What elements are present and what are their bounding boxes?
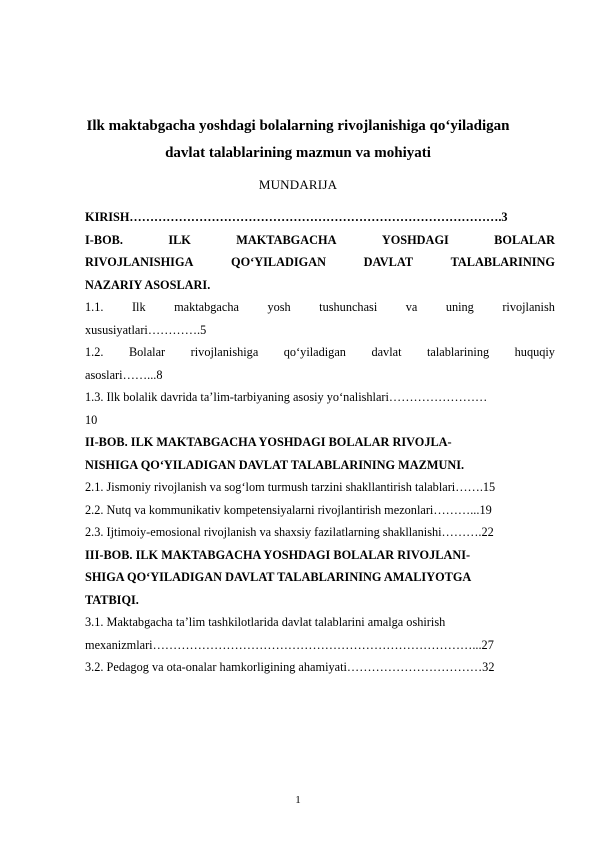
toc-section-1-1-line-1 [85, 296, 555, 319]
toc-chapter-1-line-1 [85, 229, 555, 252]
toc-word: qo‘yiladigan [283, 345, 346, 359]
toc-word: QO‘YILADIGAN [231, 255, 326, 269]
document-title [40, 113, 556, 167]
toc-word: I-BOB. [85, 232, 123, 247]
toc-word: huquqiy [514, 345, 555, 359]
title-line-1: Ilk maktabgacha yoshdagi bolalarning rivojlanishiga qo‘yiladigan [86, 118, 510, 134]
toc-word: YOSHDAGI [381, 232, 449, 247]
toc-word: TALABLARINING [450, 255, 555, 269]
toc-section-1-3-line-2: 10 [85, 412, 98, 427]
toc-word: Ilk [131, 300, 146, 314]
toc-word: RIVOJLANISHIGA [85, 255, 194, 269]
toc-word: BOLALAR [494, 232, 555, 247]
toc-word: rivojlanish [502, 300, 555, 314]
toc-word: talablarining [426, 345, 490, 359]
toc-word: va [405, 300, 418, 314]
toc-word: MAKTABGACHA [236, 232, 337, 247]
toc-chapter-1-line-2 [85, 251, 555, 274]
toc-word: DAVLAT [363, 255, 414, 269]
toc-chapter-2-line-1: II-BOB. ILK MAKTABGACHA YOSHDAGI BOLALAR RIVOJLA- [85, 435, 452, 449]
toc-word: 1.2. [85, 345, 104, 359]
toc-word: maktabgacha [174, 300, 239, 314]
toc-section-2-2: 2.2. Nutq va kommunikativ kompetensiyalarni rivojlantirish mezonlari………...19 [85, 502, 492, 517]
toc-section-2-3: 2.3. Ijtimoiy-emosional rivojlanish va shaxsiy fazilatlarning shakllanishi……….22 [85, 525, 494, 539]
toc-chapter-1-line-3: NAZARIY ASOSLARI. [85, 277, 211, 292]
page-number: 1 [295, 794, 301, 806]
toc-word: rivojlanishiga [190, 345, 259, 359]
toc-word: uning [445, 300, 474, 314]
toc-chapter-3-line-2: SHIGA QO‘YILADIGAN DAVLAT TALABLARINING AMALIYOTGA [85, 570, 472, 584]
toc-chapter-3-line-3: TATBIQI. [85, 592, 139, 607]
toc-section-1-2-line-2: asoslari……...8 [85, 367, 163, 382]
toc-section-1-3-line-1: 1.3. Ilk bolalik davrida ta’lim-tarbiyaning asosiy yo‘nalishlari…………………… [85, 390, 488, 404]
toc-section-3-2: 3.2. Pedagog va ota-onalar hamkorligining ahamiyati……………………………32 [85, 660, 495, 674]
toc-section-2-1: 2.1. Jismoniy rivojlanish va sog‘lom turmush tarzini shakllantirish talablari…….15 [85, 480, 496, 494]
toc-word: tushunchasi [319, 300, 378, 314]
toc-word: Bolalar [128, 345, 166, 359]
toc-chapter-3-line-1: III-BOB. ILK MAKTABGACHA YOSHDAGI BOLALAR RIVOJLANI- [85, 547, 471, 562]
toc-section-3-1-line-2: mexanizmlari……………………………………………………………………...27 [85, 637, 494, 652]
toc-word: yosh [267, 300, 291, 314]
toc-section-3-1-line-1: 3.1. Maktabgacha ta’lim tashkilotlarida davlat talablarini amalga oshirish [85, 615, 446, 629]
toc-word: 1.1. [85, 300, 104, 314]
title-line-2: davlat talablarining mazmun va mohiyati [165, 145, 431, 161]
toc-chapter-2-line-2: NISHIGA QO‘YILADIGAN DAVLAT TALABLARINING MAZMUNI. [85, 457, 465, 472]
toc-word: ILK [168, 232, 191, 247]
toc-heading: MUNDARIJA [258, 177, 338, 192]
toc-section-1-1-line-2: xususiyatlari………….5 [85, 322, 207, 337]
table-of-contents [85, 206, 555, 679]
toc-section-1-2-line-1 [85, 341, 555, 364]
toc-entry-intro: KIRISH……………………………………………………………………………….3 [85, 210, 508, 224]
toc-word: davlat [371, 345, 402, 359]
